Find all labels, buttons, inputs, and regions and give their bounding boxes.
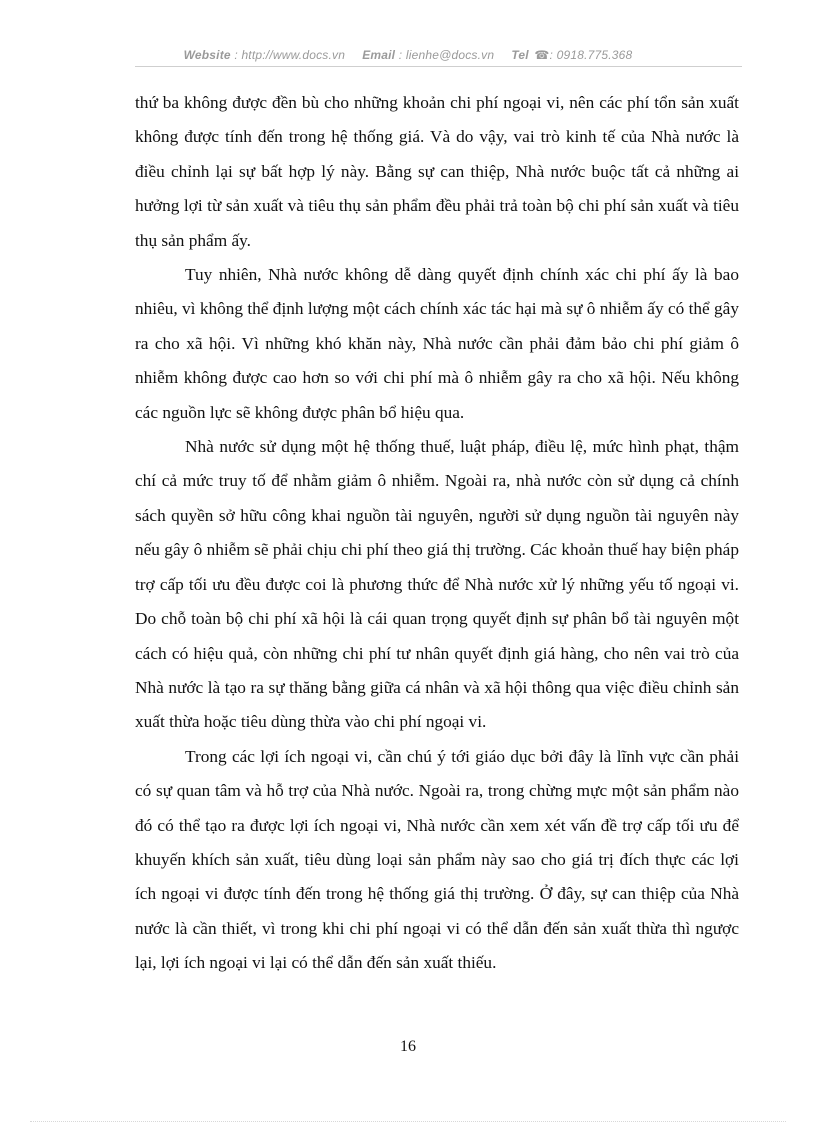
document-body: [135, 86, 739, 981]
website-url[interactable]: http://www.docs.vn: [241, 48, 346, 62]
footer-divider: [30, 1121, 786, 1122]
paragraph-2: Tuy nhiên, Nhà nước không dễ dàng quyết định chính xác chi phí ấy là bao nhiêu, vì không thể định lượng một cách chính xác tác hại mà sự ô nhiễm ấy có thể gây ra cho xã hội. Vì những khó khăn này, Nhà nước cần phải đảm bảo chi phí giảm ô nhiễm không được cao hơn so với chi phí mà ô nhiễm gây ra cho xã hội. Nếu không các nguồn lực sẽ không được phân bổ hiệu qua.: [135, 265, 739, 422]
tel-number: : 0918.775.368: [549, 48, 633, 62]
header-divider: [135, 66, 742, 67]
paragraph-3: Nhà nước sử dụng một hệ thống thuế, luật pháp, điều lệ, mức hình phạt, thậm chí cả mức truy tố để nhằm giảm ô nhiễm. Ngoài ra, nhà nước còn sử dụng cả chính sách quyền sở hữu công khai nguồn tài nguyên, người sử dụng nguồn tài nguyên này nếu gây ô nhiễm sẽ phải chịu chi phí theo giá thị trường. Các khoản thuế hay biện pháp trợ cấp tối ưu đều được coi là phương thức để Nhà nước xử lý những yếu tố ngoại vi. Do chỗ toàn bộ chi phí xã hội là cái quan trọng quyết định sự phân bổ tài nguyên một cách có hiệu quả, còn những chi phí tư nhân quyết định giá hàng, cho nên vai trò của Nhà nước là tạo ra sự thăng bằng giữa cá nhân và xã hội thông qua việc điều chỉnh sản xuất thừa hoặc tiêu dùng thừa vào chi phí ngoại vi.: [135, 437, 739, 732]
paragraph-1: thứ ba không được đền bù cho những khoản chi phí ngoại vi, nên các phí tổn sản xuất không được tính đến trong hệ thống giá. Và do vậy, vai trò kinh tế của Nhà nước là điều chỉnh lại sự bất hợp lý này. Bằng sự can thiệp, Nhà nước buộc tất cả những ai hưởng lợi từ sản xuất và tiêu thụ sản phẩm đều phải trả toàn bộ chi phí sản xuất và tiêu thụ sản phẩm ấy.: [135, 93, 739, 250]
page-number: 16: [400, 1038, 416, 1055]
page-header: [0, 48, 816, 62]
email-separator: :: [398, 48, 403, 62]
phone-icon: ☎: [534, 48, 550, 62]
email-label: Email: [362, 48, 396, 62]
paragraph-4: Trong các lợi ích ngoại vi, cần chú ý tới giáo dục bởi đây là lĩnh vực cần phải có sự quan tâm và hỗ trợ của Nhà nước. Ngoài ra, trong chừng mực một sản phẩm nào đó có thể tạo ra được lợi ích ngoại vi, Nhà nước cần xem xét vấn đề trợ cấp tối ưu để khuyến khích sản xuất, tiêu dùng loại sản phẩm này sao cho giá trị đích thực các lợi ích ngoại vi được tính đến trong hệ thống giá thị trường. Ở đây, sự can thiệp của Nhà nước là cần thiết, vì trong khi chi phí ngoại vi có thể dẫn đến sản xuất thừa thì ngược lại, lợi ích ngoại vi lại có thể dẫn đến sản xuất thiếu.: [135, 746, 739, 973]
website-separator: :: [234, 48, 238, 62]
tel-label: Tel: [511, 48, 529, 62]
website-label: Website: [183, 48, 231, 62]
email-address[interactable]: lienhe@docs.vn: [405, 48, 495, 62]
